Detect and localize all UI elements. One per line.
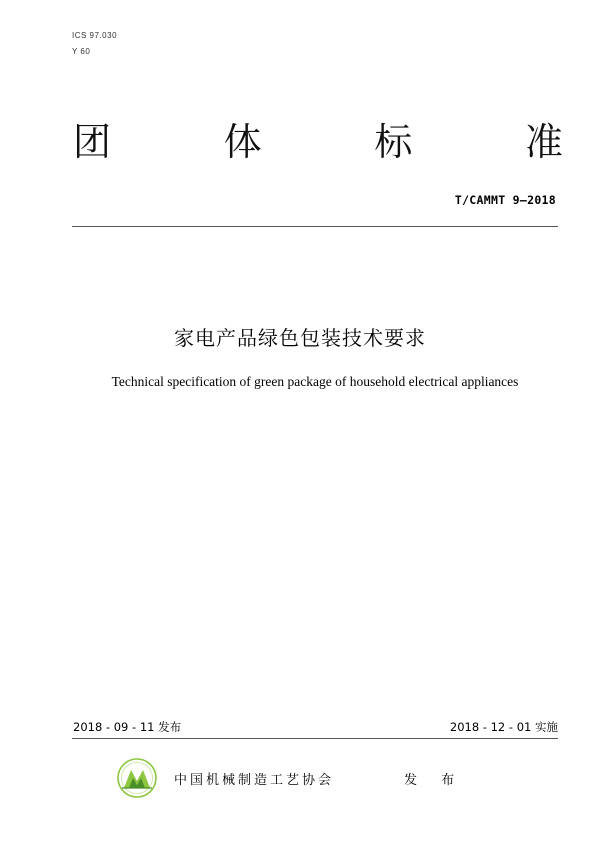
bottom-divider [72, 738, 558, 739]
ccs-code: Y 60 [72, 47, 91, 56]
ics-code: ICS 97.030 [72, 31, 118, 40]
publisher-logo [115, 757, 159, 799]
heading-char: 准 [524, 120, 563, 164]
heading-char: 体 [223, 120, 262, 164]
implementation-date: 2018 - 12 - 01 实施 [449, 720, 558, 734]
title-english: Technical specification of green package of household electrical appliances [111, 374, 519, 389]
top-divider [72, 226, 558, 227]
association-logo-icon [115, 757, 159, 799]
standard-heading [73, 118, 563, 166]
heading-char: 团 [73, 120, 112, 164]
standard-code: T/CAMMT 9—2018 [454, 193, 556, 207]
issue-date: 2018 - 09 - 11 发布 [73, 720, 182, 734]
title-chinese: 家电产品绿色包装技术要求 [174, 326, 426, 350]
heading-char: 标 [374, 120, 413, 164]
publish-label: 发 布 [404, 773, 465, 788]
publisher-name: 中国机械制造工艺协会 [174, 773, 335, 788]
